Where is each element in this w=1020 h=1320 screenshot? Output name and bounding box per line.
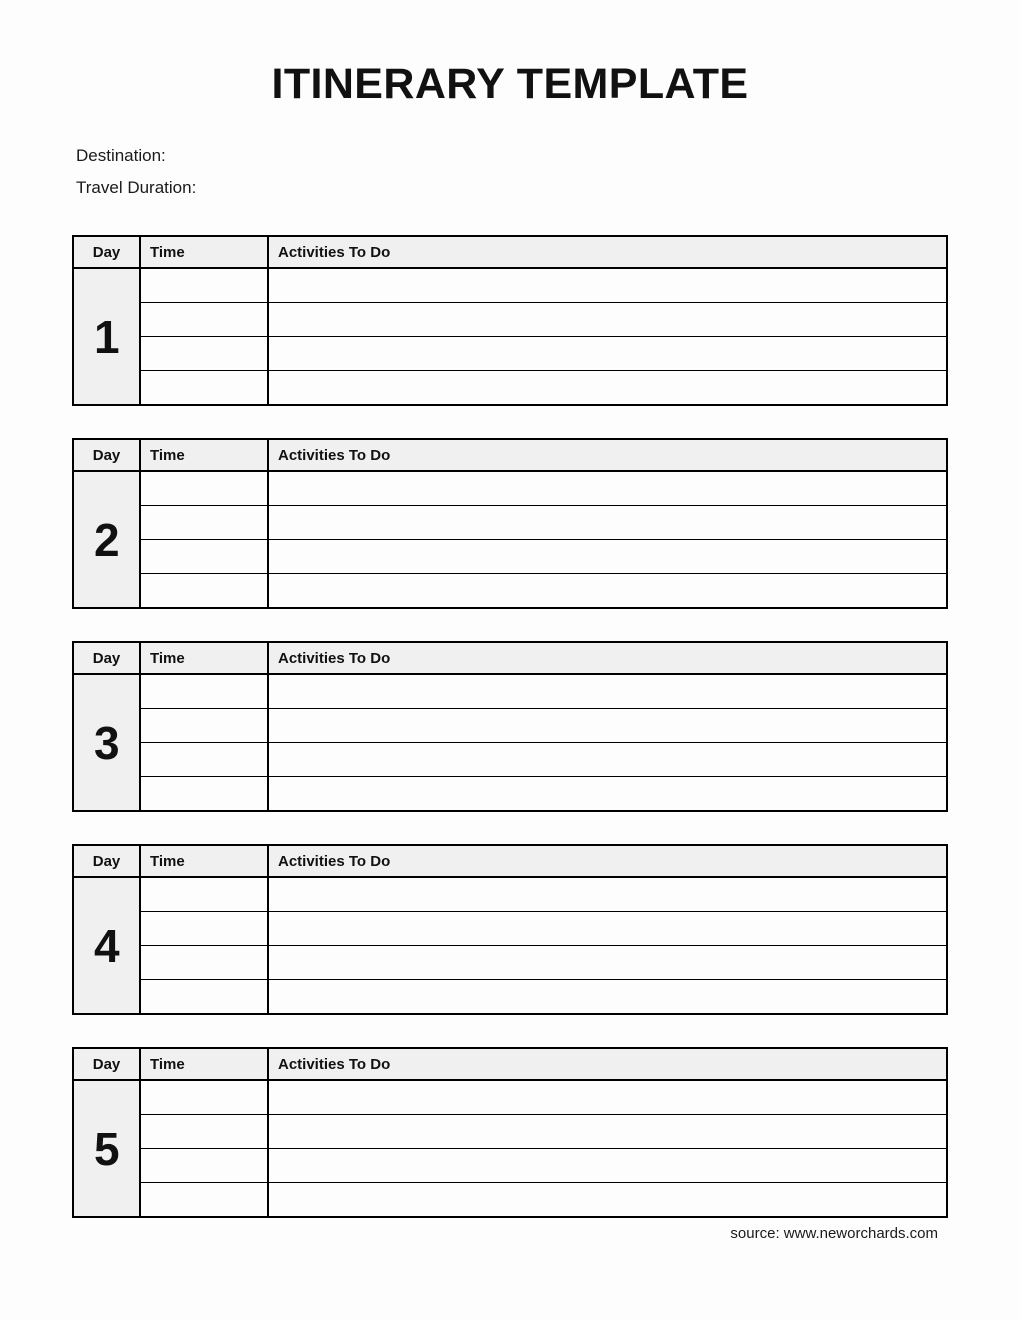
table-row	[74, 911, 946, 945]
day-tables-container	[72, 235, 948, 1218]
time-entry-cell[interactable]	[140, 336, 268, 370]
activity-entry-cell[interactable]	[268, 471, 946, 505]
activity-entry-cell[interactable]	[268, 539, 946, 573]
activity-entry-cell[interactable]	[268, 979, 946, 1013]
column-header-day: Day	[74, 1049, 140, 1080]
activity-entry-cell[interactable]	[268, 742, 946, 776]
activity-entry-cell[interactable]	[268, 708, 946, 742]
day-table	[74, 846, 946, 1013]
table-row	[74, 505, 946, 539]
day-number-cell: 1	[74, 268, 140, 404]
table-row	[74, 979, 946, 1013]
time-entry-cell[interactable]	[140, 1148, 268, 1182]
column-header-time: Time	[140, 237, 268, 268]
time-entry-cell[interactable]	[140, 945, 268, 979]
time-entry-cell[interactable]	[140, 505, 268, 539]
day-block	[72, 1047, 948, 1218]
time-entry-cell[interactable]	[140, 302, 268, 336]
column-header-time: Time	[140, 846, 268, 877]
activity-entry-cell[interactable]	[268, 573, 946, 607]
table-row	[74, 268, 946, 302]
table-row	[74, 1182, 946, 1216]
table-row	[74, 302, 946, 336]
column-header-day: Day	[74, 237, 140, 268]
table-row	[74, 539, 946, 573]
table-row	[74, 336, 946, 370]
day-number-cell: 4	[74, 877, 140, 1013]
source-attribution: source: www.neworchards.com	[730, 1225, 938, 1242]
day-block	[72, 438, 948, 609]
column-header-time: Time	[140, 1049, 268, 1080]
activity-entry-cell[interactable]	[268, 505, 946, 539]
activity-entry-cell[interactable]	[268, 268, 946, 302]
day-table	[74, 643, 946, 810]
time-entry-cell[interactable]	[140, 471, 268, 505]
time-entry-cell[interactable]	[140, 979, 268, 1013]
table-row	[74, 776, 946, 810]
table-row	[74, 674, 946, 708]
table-row	[74, 1080, 946, 1114]
day-block	[72, 641, 948, 812]
table-header-row	[74, 1049, 946, 1080]
day-table	[74, 1049, 946, 1216]
time-entry-cell[interactable]	[140, 742, 268, 776]
activity-entry-cell[interactable]	[268, 1080, 946, 1114]
time-entry-cell[interactable]	[140, 370, 268, 404]
time-entry-cell[interactable]	[140, 674, 268, 708]
day-block	[72, 844, 948, 1015]
day-number-cell: 5	[74, 1080, 140, 1216]
activity-entry-cell[interactable]	[268, 877, 946, 911]
column-header-day: Day	[74, 846, 140, 877]
table-row	[74, 1114, 946, 1148]
table-header-row	[74, 643, 946, 674]
activity-entry-cell[interactable]	[268, 776, 946, 810]
activity-entry-cell[interactable]	[268, 1148, 946, 1182]
time-entry-cell[interactable]	[140, 708, 268, 742]
table-row	[74, 573, 946, 607]
column-header-activities: Activities To Do	[268, 440, 946, 471]
time-entry-cell[interactable]	[140, 539, 268, 573]
page-title: ITINERARY TEMPLATE	[271, 60, 749, 108]
day-table	[74, 440, 946, 607]
table-header-row	[74, 237, 946, 268]
activity-entry-cell[interactable]	[268, 911, 946, 945]
table-row	[74, 708, 946, 742]
activity-entry-cell[interactable]	[268, 336, 946, 370]
column-header-day: Day	[74, 440, 140, 471]
activity-entry-cell[interactable]	[268, 1182, 946, 1216]
column-header-activities: Activities To Do	[268, 643, 946, 674]
day-number-cell: 3	[74, 674, 140, 810]
column-header-day: Day	[74, 643, 140, 674]
time-entry-cell[interactable]	[140, 776, 268, 810]
destination-label: Destination:	[76, 146, 166, 165]
column-header-activities: Activities To Do	[268, 237, 946, 268]
day-table	[74, 237, 946, 404]
time-entry-cell[interactable]	[140, 268, 268, 302]
day-number-cell: 2	[74, 471, 140, 607]
travel-duration-label: Travel Duration:	[76, 178, 197, 197]
activity-entry-cell[interactable]	[268, 1114, 946, 1148]
trip-meta-fields	[76, 140, 576, 204]
time-entry-cell[interactable]	[140, 911, 268, 945]
table-row	[74, 742, 946, 776]
table-row	[74, 1148, 946, 1182]
time-entry-cell[interactable]	[140, 1080, 268, 1114]
day-block	[72, 235, 948, 406]
table-row	[74, 877, 946, 911]
activity-entry-cell[interactable]	[268, 370, 946, 404]
table-header-row	[74, 846, 946, 877]
column-header-time: Time	[140, 440, 268, 471]
table-row	[74, 471, 946, 505]
activity-entry-cell[interactable]	[268, 674, 946, 708]
time-entry-cell[interactable]	[140, 1182, 268, 1216]
activity-entry-cell[interactable]	[268, 945, 946, 979]
column-header-time: Time	[140, 643, 268, 674]
column-header-activities: Activities To Do	[268, 1049, 946, 1080]
activity-entry-cell[interactable]	[268, 302, 946, 336]
time-entry-cell[interactable]	[140, 573, 268, 607]
table-row	[74, 370, 946, 404]
table-row	[74, 945, 946, 979]
table-header-row	[74, 440, 946, 471]
time-entry-cell[interactable]	[140, 877, 268, 911]
column-header-activities: Activities To Do	[268, 846, 946, 877]
time-entry-cell[interactable]	[140, 1114, 268, 1148]
